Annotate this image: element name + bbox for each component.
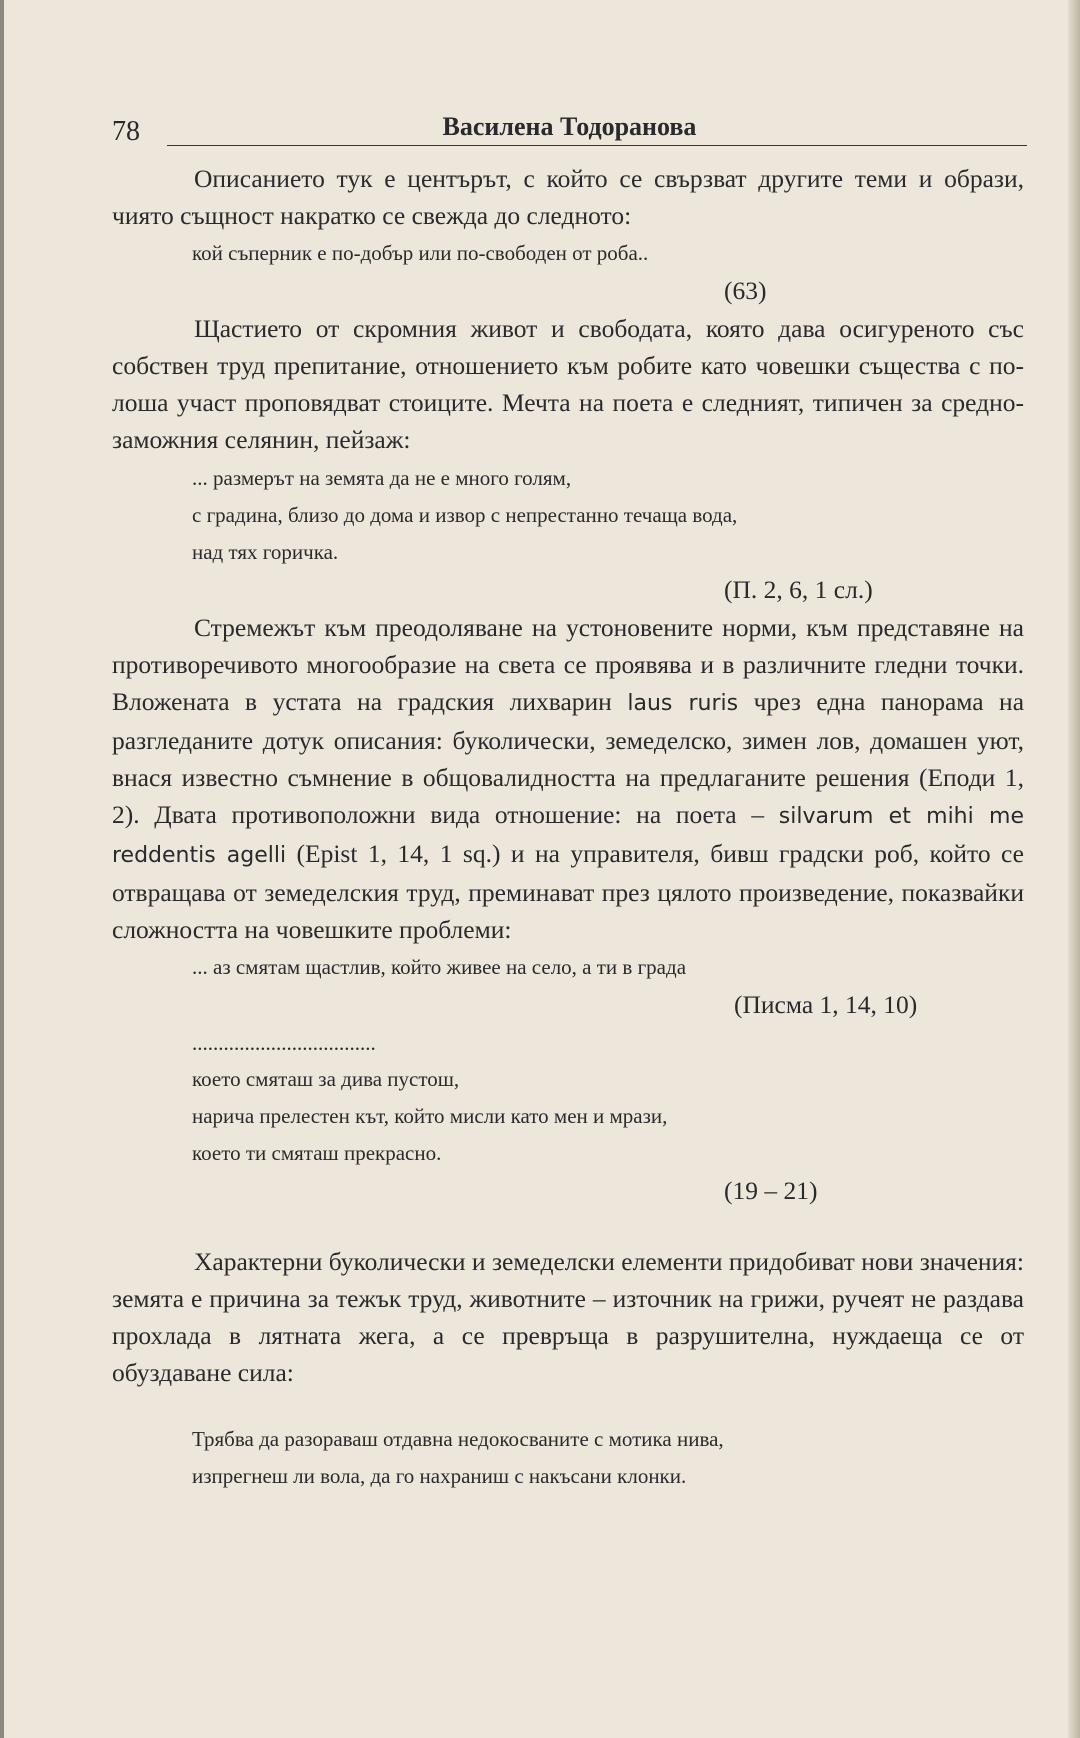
paragraph-2: Щастието от скромния живот и свободата, която дава осигуреното със собствен труд препитание, отношението към робите като човешки същества с по-лоша участ проповядват стоиците. Мечта на поета е следният, типичен за среднозаможния селянин, пейзаж:: [112, 314, 1024, 454]
quote-4-line-2: нарича прелестен кът, който мисли като мен и мрази,: [192, 1104, 668, 1128]
citation-3: (Писма 1, 14, 10): [734, 990, 918, 1019]
quote-2-line-2: с градина, близо до дома и извор с непрестанно течаща вода,: [192, 503, 738, 527]
paragraph-3: [112, 609, 1024, 948]
page-number: 78: [112, 116, 140, 147]
quote-2-line-3: над тях горичка.: [192, 540, 339, 564]
running-header: [112, 112, 1027, 146]
paragraph-3-part-3: (Epist 1, 14, 1 sq.) и на управителя, бивш градски роб, който се отвращава от земеделския труд, преминават през цялото произведение, показвайки сложността на човешките проблеми:: [112, 839, 1024, 944]
citation-2: (П. 2, 6, 1 сл.): [724, 575, 873, 604]
latin-phrase-2: silvarum et mihi me reddentis agelli: [112, 804, 1025, 868]
running-head-author: Василена Тодоранова: [442, 112, 697, 141]
quote-1: кой съперник е по-добър или по-свободен от роба..: [192, 241, 649, 265]
page-edge-left: [0, 0, 4, 1738]
quote-5-line-2: изпрегнеш ли вола, да го нахраниш с накъсани клонки.: [192, 1464, 687, 1488]
paragraph-1: Описанието тук е центърът, с който се свързват другите теми и образи, чиято същност накратко се свежда до следното:: [112, 164, 1024, 230]
quote-3: ... аз смятам щастлив, който живее на село, а ти в града: [192, 955, 687, 979]
page-body: [112, 160, 1024, 1495]
header-rule: [167, 145, 1027, 146]
page-edge-right: [1068, 0, 1080, 1738]
quote-5-line-1: Трябва да разораваш отдавна недокосваните с мотика нива,: [192, 1427, 724, 1451]
citation-4: (19 – 21): [724, 1176, 818, 1205]
quote-4-line-3: което ти смяташ прекрасно.: [192, 1141, 442, 1165]
paragraph-3-part-2: чрез една панорама на разгледаните дотук описания: буколически, земеделско, зимен лов, домашен уют, внася известно съмнение в общовалидността на предлаганите решения (Еподи 1, 2). Двата противоположни вида отношение: на поета –: [112, 687, 1025, 829]
paragraph-4: Характерни буколически и земеделски елементи придобиват нови значения: земята е причина за тежък труд, животните – източник на грижи, ручеят не раздава прохлада в лятната жега, а се превръща в разрушителна, нуждаеща се от обуздаване сила:: [112, 1247, 1024, 1387]
quote-2-line-1: ... размерът на земята да не е много голям,: [192, 466, 572, 490]
paragraph-3-part-1: Стремежът към преодоляване на устоновените норми, към представяне на противоречивото многообразие на света се проявява и в различните гледни точки. Вложената в устата на градския лихварин: [112, 613, 1024, 716]
ellipsis-separator: ...................................: [192, 1031, 376, 1055]
latin-phrase-1: laus ruris: [627, 691, 739, 716]
citation-1: (63): [724, 276, 767, 305]
quote-4-line-1: което смяташ за дива пустош,: [192, 1067, 460, 1091]
